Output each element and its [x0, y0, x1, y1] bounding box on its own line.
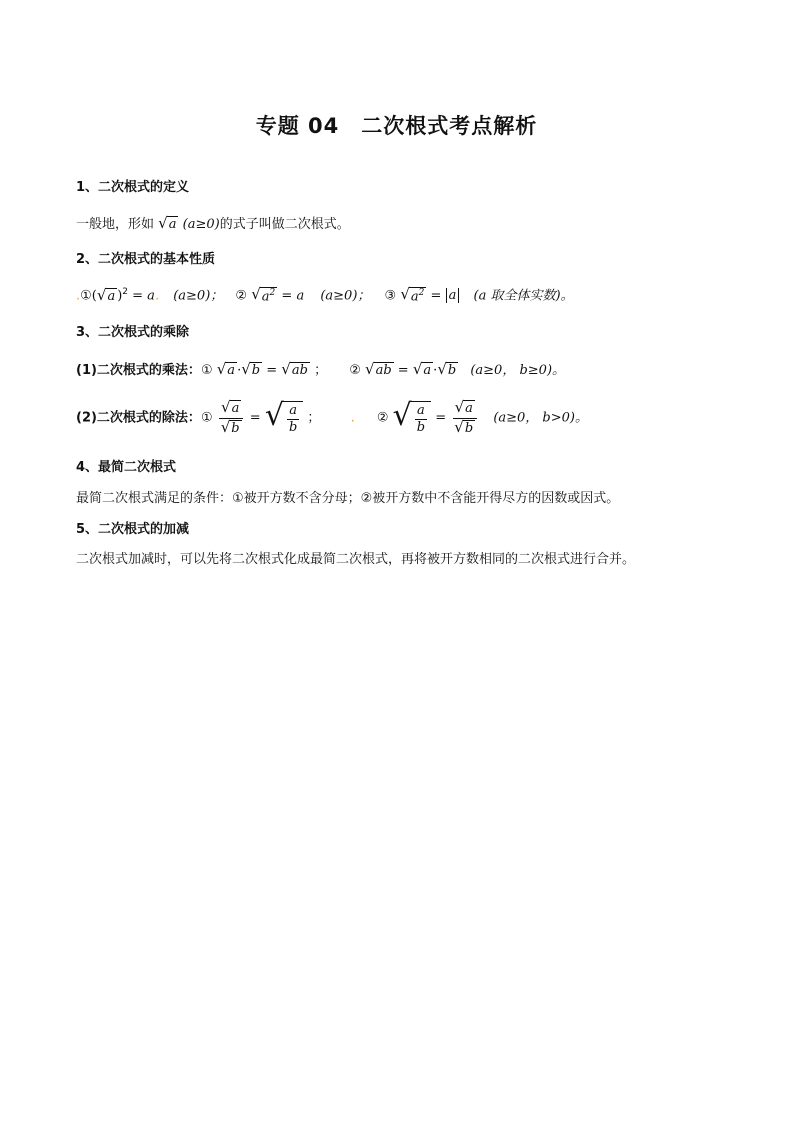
sqrt-expression: √ $a^2$ — [400, 285, 425, 305]
section-3-heading: 3、二次根式的乘除 — [76, 325, 190, 340]
absolute-value: a — [446, 288, 460, 303]
section-4-text: 最简二次根式满足的条件：①被开方数不含分母；②被开方数中不含能开得尽方的因数或因式。 — [76, 491, 620, 506]
section-5-text: 二次根式加减时，可以先将二次根式化成最简二次根式，再将被开方数相同的二次根式进行合并。 — [76, 552, 636, 567]
title-main: 二次根式考点解析 — [361, 114, 538, 138]
section-4-heading: 4、最简二次根式 — [76, 460, 177, 475]
sqrt-expression: √ a — [96, 285, 116, 304]
section-2-heading: 2、二次根式的基本性质 — [76, 252, 216, 267]
section-1-heading: 1、二次根式的定义 — [76, 180, 190, 195]
multiplication-rule: (1)二次根式的乘法：① √ a · √ b = √ ab ； ② √ ab = √ a · √ b (a≥0， b≥0)。 — [76, 360, 566, 378]
page-title — [0, 110, 793, 140]
division-rule: (2)二次根式的除法：① √ a √ b = √ $\frac{a}{b}$ ； . ② √ $\frac{a}{b}$ = √ a √ b (a≥0， b>0)。 — [76, 397, 588, 436]
sqrt-expression: √ $a^2$ — [251, 285, 276, 305]
sqrt-expression: √ a — [158, 214, 177, 232]
section-5-heading: 5、二次根式的加减 — [76, 522, 190, 537]
section-2-properties: .①( √ a )$^2$ = a. (a≥0)； ② √ $a^2$ = a (a≥0)； ③ √ $a^2$ = a (a 取全体实数)。 — [76, 285, 574, 305]
title-prefix: 专题 04 — [255, 114, 340, 138]
section-1-definition: 一般地，形如 √ a (a≥0)的式子叫做二次根式。 — [76, 214, 350, 232]
